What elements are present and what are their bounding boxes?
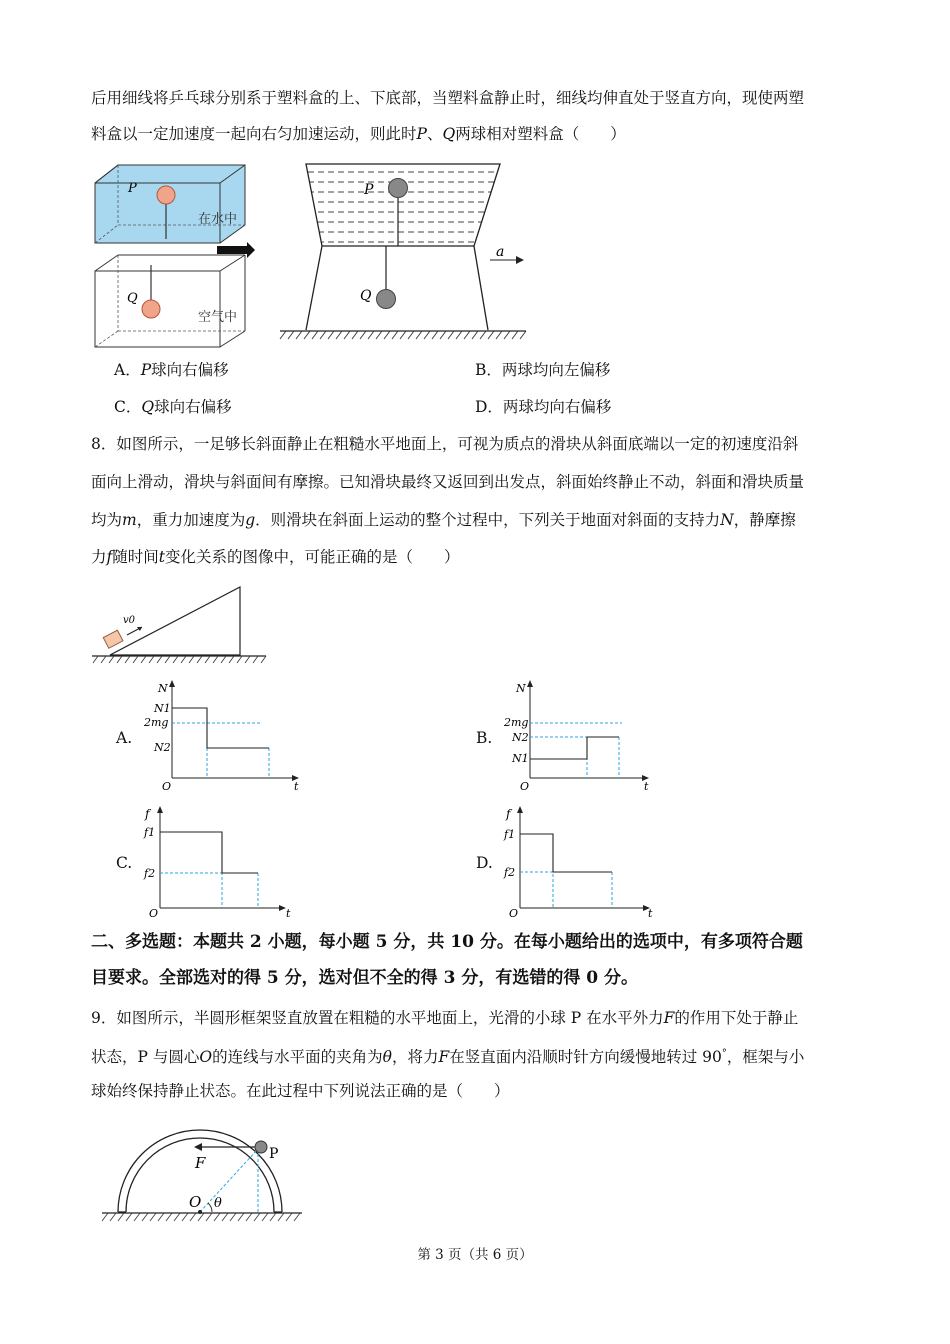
- option-text: 球向右偏移: [151, 361, 229, 379]
- degree-sign: °: [721, 1048, 727, 1059]
- q7-line-1: 后用细线将乒乓球分别系于塑料盒的上、下底部，当塑料盒静止时，细线均伸直处于竖直方向，现使两塑: [91, 89, 805, 107]
- q7-line-2-post: 两球相对塑料盒（ ）: [455, 125, 626, 143]
- axis-y-label: f: [145, 807, 150, 821]
- label-p: P: [269, 1146, 279, 1162]
- axis-y-label: f: [506, 807, 511, 821]
- ball-p: [255, 1141, 267, 1153]
- text: 变化关系的图像中，可能正确的是（ ）: [165, 548, 460, 566]
- option-letter: C．: [114, 398, 142, 416]
- label-f2: f2: [144, 867, 156, 880]
- text: 均为: [91, 511, 123, 529]
- text: ，重力加速度为: [136, 511, 246, 529]
- label-f2: f2: [504, 866, 516, 879]
- option-letter: A．: [114, 361, 141, 379]
- q7-container-figure: [278, 158, 528, 343]
- label-q: Q: [360, 288, 372, 304]
- var-theta: θ: [382, 1048, 392, 1067]
- var-t: t: [158, 548, 166, 566]
- page-footer: 第 3 页（共 6 页）: [417, 1247, 533, 1263]
- label-theta: θ: [214, 1196, 222, 1211]
- label-n2: N2: [154, 741, 171, 754]
- axis-y-label: N: [516, 682, 526, 695]
- q7-option-b[interactable]: B．两球均向左偏移: [475, 361, 611, 379]
- force-arrow-icon: [194, 1143, 202, 1151]
- label-n1: N1: [154, 702, 171, 715]
- q8-option-a-letter[interactable]: A.: [116, 729, 133, 747]
- text: ，框架与小: [726, 1048, 805, 1067]
- axis-t-label: t: [294, 780, 299, 793]
- q8-graph-c[interactable]: [140, 802, 300, 920]
- label-v0: v0: [123, 615, 136, 626]
- section-heading-line-2: 目要求。全部选对的得 5 分，选对但不全的得 3 分，有选错的得 0 分。: [91, 968, 638, 988]
- q8-option-c-letter[interactable]: C.: [116, 854, 133, 872]
- text: ，静摩擦: [733, 511, 796, 529]
- label-n1: N1: [512, 752, 529, 765]
- var-f: f: [106, 548, 113, 566]
- accel-arrow-icon: [516, 256, 524, 264]
- var-m: m: [122, 511, 137, 529]
- slider-block: [103, 630, 123, 648]
- label-f1: f1: [144, 826, 156, 839]
- text: 随时间: [112, 548, 159, 566]
- q9-line-3: 球始终保持静止状态。在此过程中下列说法正确的是（ ）: [91, 1082, 510, 1100]
- q7-option-a[interactable]: [114, 360, 229, 380]
- label-a: a: [496, 244, 505, 260]
- label-n2: N2: [512, 731, 529, 744]
- label-water: 在水中: [198, 212, 238, 227]
- axis-t-label: t: [648, 907, 653, 920]
- var-n: N: [720, 511, 734, 529]
- origin-label: O: [162, 780, 172, 793]
- ball-p-gray: [389, 179, 408, 198]
- q7-option-c[interactable]: [114, 397, 232, 417]
- q8-option-b-letter[interactable]: B.: [476, 729, 493, 747]
- axis-t-label: t: [286, 907, 291, 920]
- var-q: Q: [442, 125, 456, 143]
- text: 的作用下处于静止: [674, 1009, 799, 1027]
- var-p: P: [416, 125, 427, 143]
- q8-graph-b[interactable]: [500, 678, 675, 796]
- var-q: Q: [141, 398, 155, 416]
- text: 的连线与水平面的夹角为: [212, 1048, 383, 1067]
- origin-label: O: [509, 907, 519, 920]
- var-p: P: [140, 361, 152, 379]
- label-2mg: 2mg: [504, 716, 529, 729]
- q9-line-2: [91, 1044, 804, 1067]
- q8-line-2: 面向上滑动，滑块与斜面间有摩擦。已知滑块最终又返回到出发点，斜面始终静止不动，斜面和滑块质量: [91, 473, 805, 491]
- var-f: F: [438, 1048, 450, 1067]
- q8-option-d-letter[interactable]: D.: [476, 854, 493, 872]
- label-2mg: 2mg: [144, 716, 169, 729]
- q9-semicircle-figure: [98, 1118, 308, 1228]
- q7-option-d[interactable]: D．两球均向右偏移: [475, 398, 612, 416]
- var-g: g: [245, 511, 256, 529]
- axis-t-label: t: [644, 780, 649, 793]
- label-o: O: [189, 1193, 202, 1211]
- text: 在竖直面内沿顺时针方向缓慢地转过 90: [449, 1048, 722, 1067]
- q8-incline-figure: [90, 585, 270, 665]
- origin-label: O: [520, 780, 530, 793]
- origin-label: O: [149, 907, 159, 920]
- text: ，将力: [391, 1048, 439, 1067]
- q7-line-2: [91, 124, 626, 144]
- axis-y-label: N: [158, 682, 168, 695]
- label-p: P: [128, 181, 137, 196]
- label-q: Q: [127, 291, 138, 306]
- q9-line-1: [91, 1008, 798, 1028]
- right-arrow-icon: [217, 242, 255, 258]
- label-air: 空气中: [198, 310, 238, 325]
- var-o: O: [199, 1048, 213, 1067]
- q8-graph-d[interactable]: [500, 802, 660, 920]
- q7-line-2-pre: 料盒以一定加速度一起向右匀加速运动，则此时: [91, 125, 417, 143]
- ball-p: [157, 186, 175, 204]
- sep: 、: [426, 125, 443, 143]
- ball-q-gray: [377, 290, 396, 309]
- q8-line-1: 8．如图所示，一足够长斜面静止在粗糙水平地面上，可视为质点的滑块从斜面底端以一定的初速度沿斜: [91, 435, 799, 453]
- text: 力: [91, 548, 107, 566]
- q7-boxes-figure: [90, 155, 260, 355]
- q8-line-4: [91, 547, 460, 567]
- text: 9．如图所示，半圆形框架竖直放置在粗糙的水平地面上，光滑的小球 P 在水平外力: [91, 1009, 664, 1027]
- q8-graph-a[interactable]: [140, 678, 315, 796]
- ball-q: [142, 300, 160, 318]
- var-f: F: [663, 1009, 675, 1027]
- q8-line-3: [91, 510, 796, 530]
- text: ．则滑块在斜面上运动的整个过程中，下列关于地面对斜面的支持力: [255, 511, 721, 529]
- section-heading-line-1: 二、多选题：本题共 2 小题，每小题 5 分，共 10 分。在每小题给出的选项中，有多项符合题: [91, 932, 803, 952]
- label-f1: f1: [504, 828, 516, 841]
- text: 状态，P 与圆心: [91, 1048, 200, 1067]
- option-text: 球向右偏移: [154, 398, 232, 416]
- label-f: F: [195, 1154, 206, 1172]
- label-p: P: [364, 182, 374, 198]
